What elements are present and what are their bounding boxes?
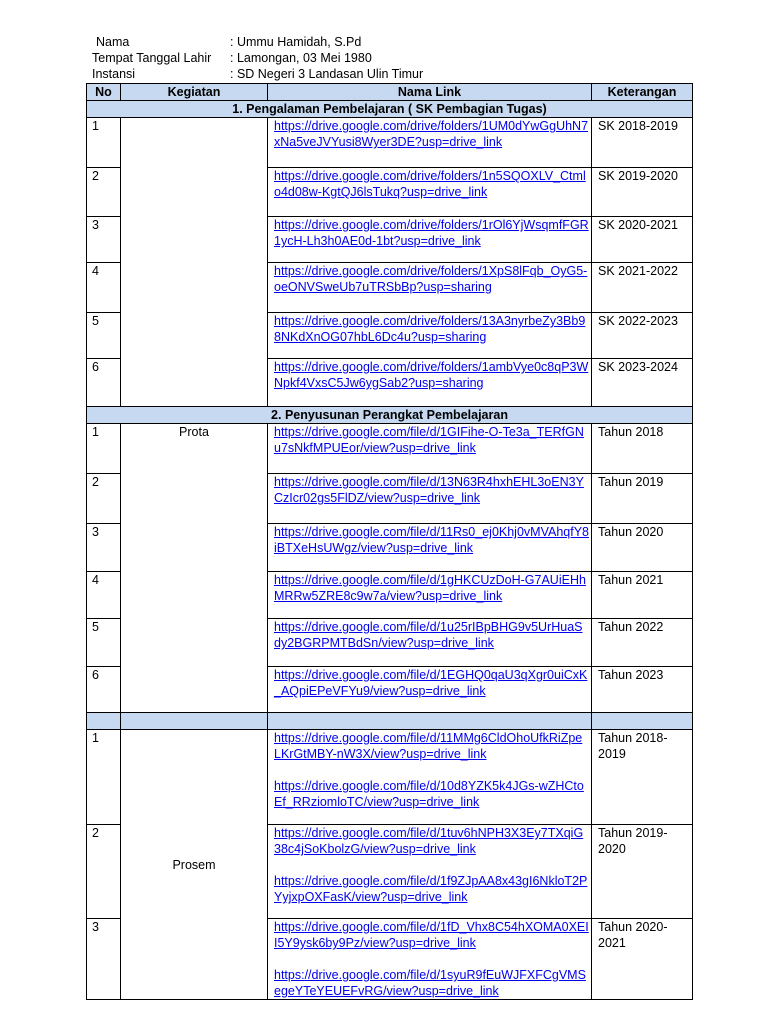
section-3-blank-link — [268, 713, 592, 730]
link-cell — [268, 825, 592, 919]
link-cell — [268, 168, 592, 217]
section-header — [87, 407, 693, 424]
drive-link[interactable]: https://drive.google.com/file/d/11MMg6CldOhoUfkRiZpeLKrGtMBY-nW3X/view?usp=drive_link — [274, 731, 583, 761]
link-cell — [268, 667, 592, 713]
instansi-value: : SD Negeri 3 Landasan Ulin Timur — [230, 67, 424, 81]
row-no: 3 — [87, 217, 121, 263]
link-cell — [268, 424, 592, 474]
link-cell — [268, 217, 592, 263]
drive-link[interactable]: https://drive.google.com/file/d/10d8YZK5k4JGs-wZHCtoEf_RRziomloTC/view?usp=drive_link — [274, 779, 584, 809]
keterangan-cell: Tahun 2022 — [592, 619, 693, 667]
row-no: 2 — [87, 474, 121, 524]
keterangan-cell: Tahun 2021 — [592, 572, 693, 619]
keterangan-cell: Tahun 2018 — [592, 424, 693, 474]
table-row — [87, 118, 693, 168]
keterangan-cell: SK 2020-2021 — [592, 217, 693, 263]
drive-link[interactable]: https://drive.google.com/file/d/1GIFihe-O-Te3a_TERfGNu7sNkfMPUEor/view?usp=drive_link — [274, 425, 584, 455]
drive-link[interactable]: https://drive.google.com/drive/folders/1UM0dYwGgUhN7xNa5veJVYusi8Wyer3DE?usp=drive_link — [274, 119, 589, 149]
keterangan-cell: Tahun 2018-2019 — [592, 730, 693, 825]
row-no: 2 — [87, 168, 121, 217]
drive-link[interactable]: https://drive.google.com/drive/folders/1ambVye0c8qP3WNpkf4VxsC5Jw6ygSab2?usp=sharing — [274, 360, 589, 390]
link-table — [86, 83, 693, 1000]
kegiatan-cell: Prota — [121, 424, 268, 713]
keterangan-cell: SK 2018-2019 — [592, 118, 693, 168]
identity-nama-row — [92, 34, 423, 50]
link-cell — [268, 359, 592, 407]
row-no: 4 — [87, 572, 121, 619]
header-no: No — [87, 84, 121, 101]
row-no: 6 — [87, 667, 121, 713]
drive-link[interactable]: https://drive.google.com/drive/folders/1n5SQOXLV_Ctmlo4d08w-KgtQJ6lsTukq?usp=drive_link — [274, 169, 586, 199]
row-no: 3 — [87, 919, 121, 1000]
keterangan-cell: SK 2022-2023 — [592, 313, 693, 359]
link-gap — [274, 857, 589, 873]
section-header — [87, 101, 693, 118]
keterangan-cell: SK 2023-2024 — [592, 359, 693, 407]
link-cell — [268, 474, 592, 524]
drive-link[interactable]: https://drive.google.com/drive/folders/1rOl6YjWsqmfFGR1ycH-Lh3h0AE0d-1bt?usp=drive_link — [274, 218, 589, 248]
drive-link[interactable]: https://drive.google.com/drive/folders/1XpS8lFqb_OyG5-oeONVSweUb7uTRSbBp?usp=sharing — [274, 264, 588, 294]
header-keterangan: Keterangan — [592, 84, 693, 101]
keterangan-cell: SK 2021-2022 — [592, 263, 693, 313]
keterangan-cell: Tahun 2020-2021 — [592, 919, 693, 1000]
nama-label: Nama — [96, 35, 130, 49]
table-row — [87, 730, 693, 825]
keterangan-cell: Tahun 2023 — [592, 667, 693, 713]
section-3-blank-ket — [592, 713, 693, 730]
link-cell — [268, 263, 592, 313]
row-no: 3 — [87, 524, 121, 572]
link-cell — [268, 730, 592, 825]
row-no: 2 — [87, 825, 121, 919]
drive-link[interactable]: https://drive.google.com/file/d/1fD_Vhx8C54hXOMA0XEII5Y9ysk6by9Pz/view?usp=drive_link — [274, 920, 589, 950]
identity-header — [92, 34, 423, 82]
section-1-title: 1. Pengalaman Pembelajaran ( SK Pembagian Tugas) — [87, 101, 693, 118]
kegiatan-cell — [121, 118, 268, 407]
section-3-blank-no — [87, 713, 121, 730]
section-2-title: 2. Penyusunan Perangkat Pembelajaran — [87, 407, 693, 424]
link-cell — [268, 524, 592, 572]
link-cell — [268, 313, 592, 359]
identity-instansi-row — [92, 66, 423, 82]
nama-value: : Ummu Hamidah, S.Pd — [230, 35, 362, 49]
row-no: 4 — [87, 263, 121, 313]
header-kegiatan: Kegiatan — [121, 84, 268, 101]
drive-link[interactable]: https://drive.google.com/file/d/11Rs0_ej0Khj0vMVAhqfY8iBTXeHsUWgz/view?usp=drive_link — [274, 525, 589, 555]
drive-link[interactable]: https://drive.google.com/file/d/1u25rIBpBHG9v5UrHuaSdy2BGRPMTBdSn/view?usp=drive_link — [274, 620, 583, 650]
row-no: 1 — [87, 730, 121, 825]
row-no: 5 — [87, 619, 121, 667]
drive-link[interactable]: https://drive.google.com/file/d/13N63R4hxhEHL3oEN3YCzIcr02gs5FlDZ/view?usp=drive_link — [274, 475, 584, 505]
keterangan-cell: Tahun 2019-2020 — [592, 825, 693, 919]
keterangan-cell: SK 2019-2020 — [592, 168, 693, 217]
ttl-label: Tempat Tanggal Lahir — [92, 51, 212, 65]
section-header — [87, 713, 693, 730]
drive-link[interactable]: https://drive.google.com/file/d/1syuR9fEuWJFXFCgVMSegeYTeYEUEFvRG/view?usp=drive_link — [274, 968, 586, 998]
drive-link[interactable]: https://drive.google.com/file/d/1gHKCUzDoH-G7AUiEHhMRRw5ZRE8c9w7a/view?usp=drive_link — [274, 573, 586, 603]
header-nama-link: Nama Link — [268, 84, 592, 101]
drive-link[interactable]: https://drive.google.com/file/d/1EGHQ0qaU3qXgr0uiCxK_AQpiEPeVFYu9/view?usp=drive_link — [274, 668, 588, 698]
instansi-label: Instansi — [92, 67, 136, 81]
row-no: 1 — [87, 424, 121, 474]
drive-link[interactable]: https://drive.google.com/drive/folders/13A3nyrbeZy3Bb98NKdXnOG07hbL6Dc4u?usp=sharing — [274, 314, 586, 344]
drive-link[interactable]: https://drive.google.com/file/d/1tuv6hNPH3X3Ey7TXqiG38c4jSoKbolzG/view?usp=drive_link — [274, 826, 584, 856]
section-3-blank-kegiatan — [121, 713, 268, 730]
kegiatan-cell: Prosem — [121, 730, 268, 1000]
table-header-row — [87, 84, 693, 101]
row-no: 6 — [87, 359, 121, 407]
row-no: 5 — [87, 313, 121, 359]
drive-link[interactable]: https://drive.google.com/file/d/1f9ZJpAA8x43gI6NkloT2PYyjxpOXFasK/view?usp=drive_link — [274, 874, 588, 904]
link-gap — [274, 762, 589, 778]
link-gap — [274, 951, 589, 967]
ttl-value: : Lamongan, 03 Mei 1980 — [230, 51, 372, 65]
table-row — [87, 424, 693, 474]
identity-ttl-row — [92, 50, 423, 66]
row-no: 1 — [87, 118, 121, 168]
link-cell — [268, 619, 592, 667]
link-cell — [268, 572, 592, 619]
keterangan-cell: Tahun 2019 — [592, 474, 693, 524]
link-cell — [268, 118, 592, 168]
link-cell — [268, 919, 592, 1000]
keterangan-cell: Tahun 2020 — [592, 524, 693, 572]
